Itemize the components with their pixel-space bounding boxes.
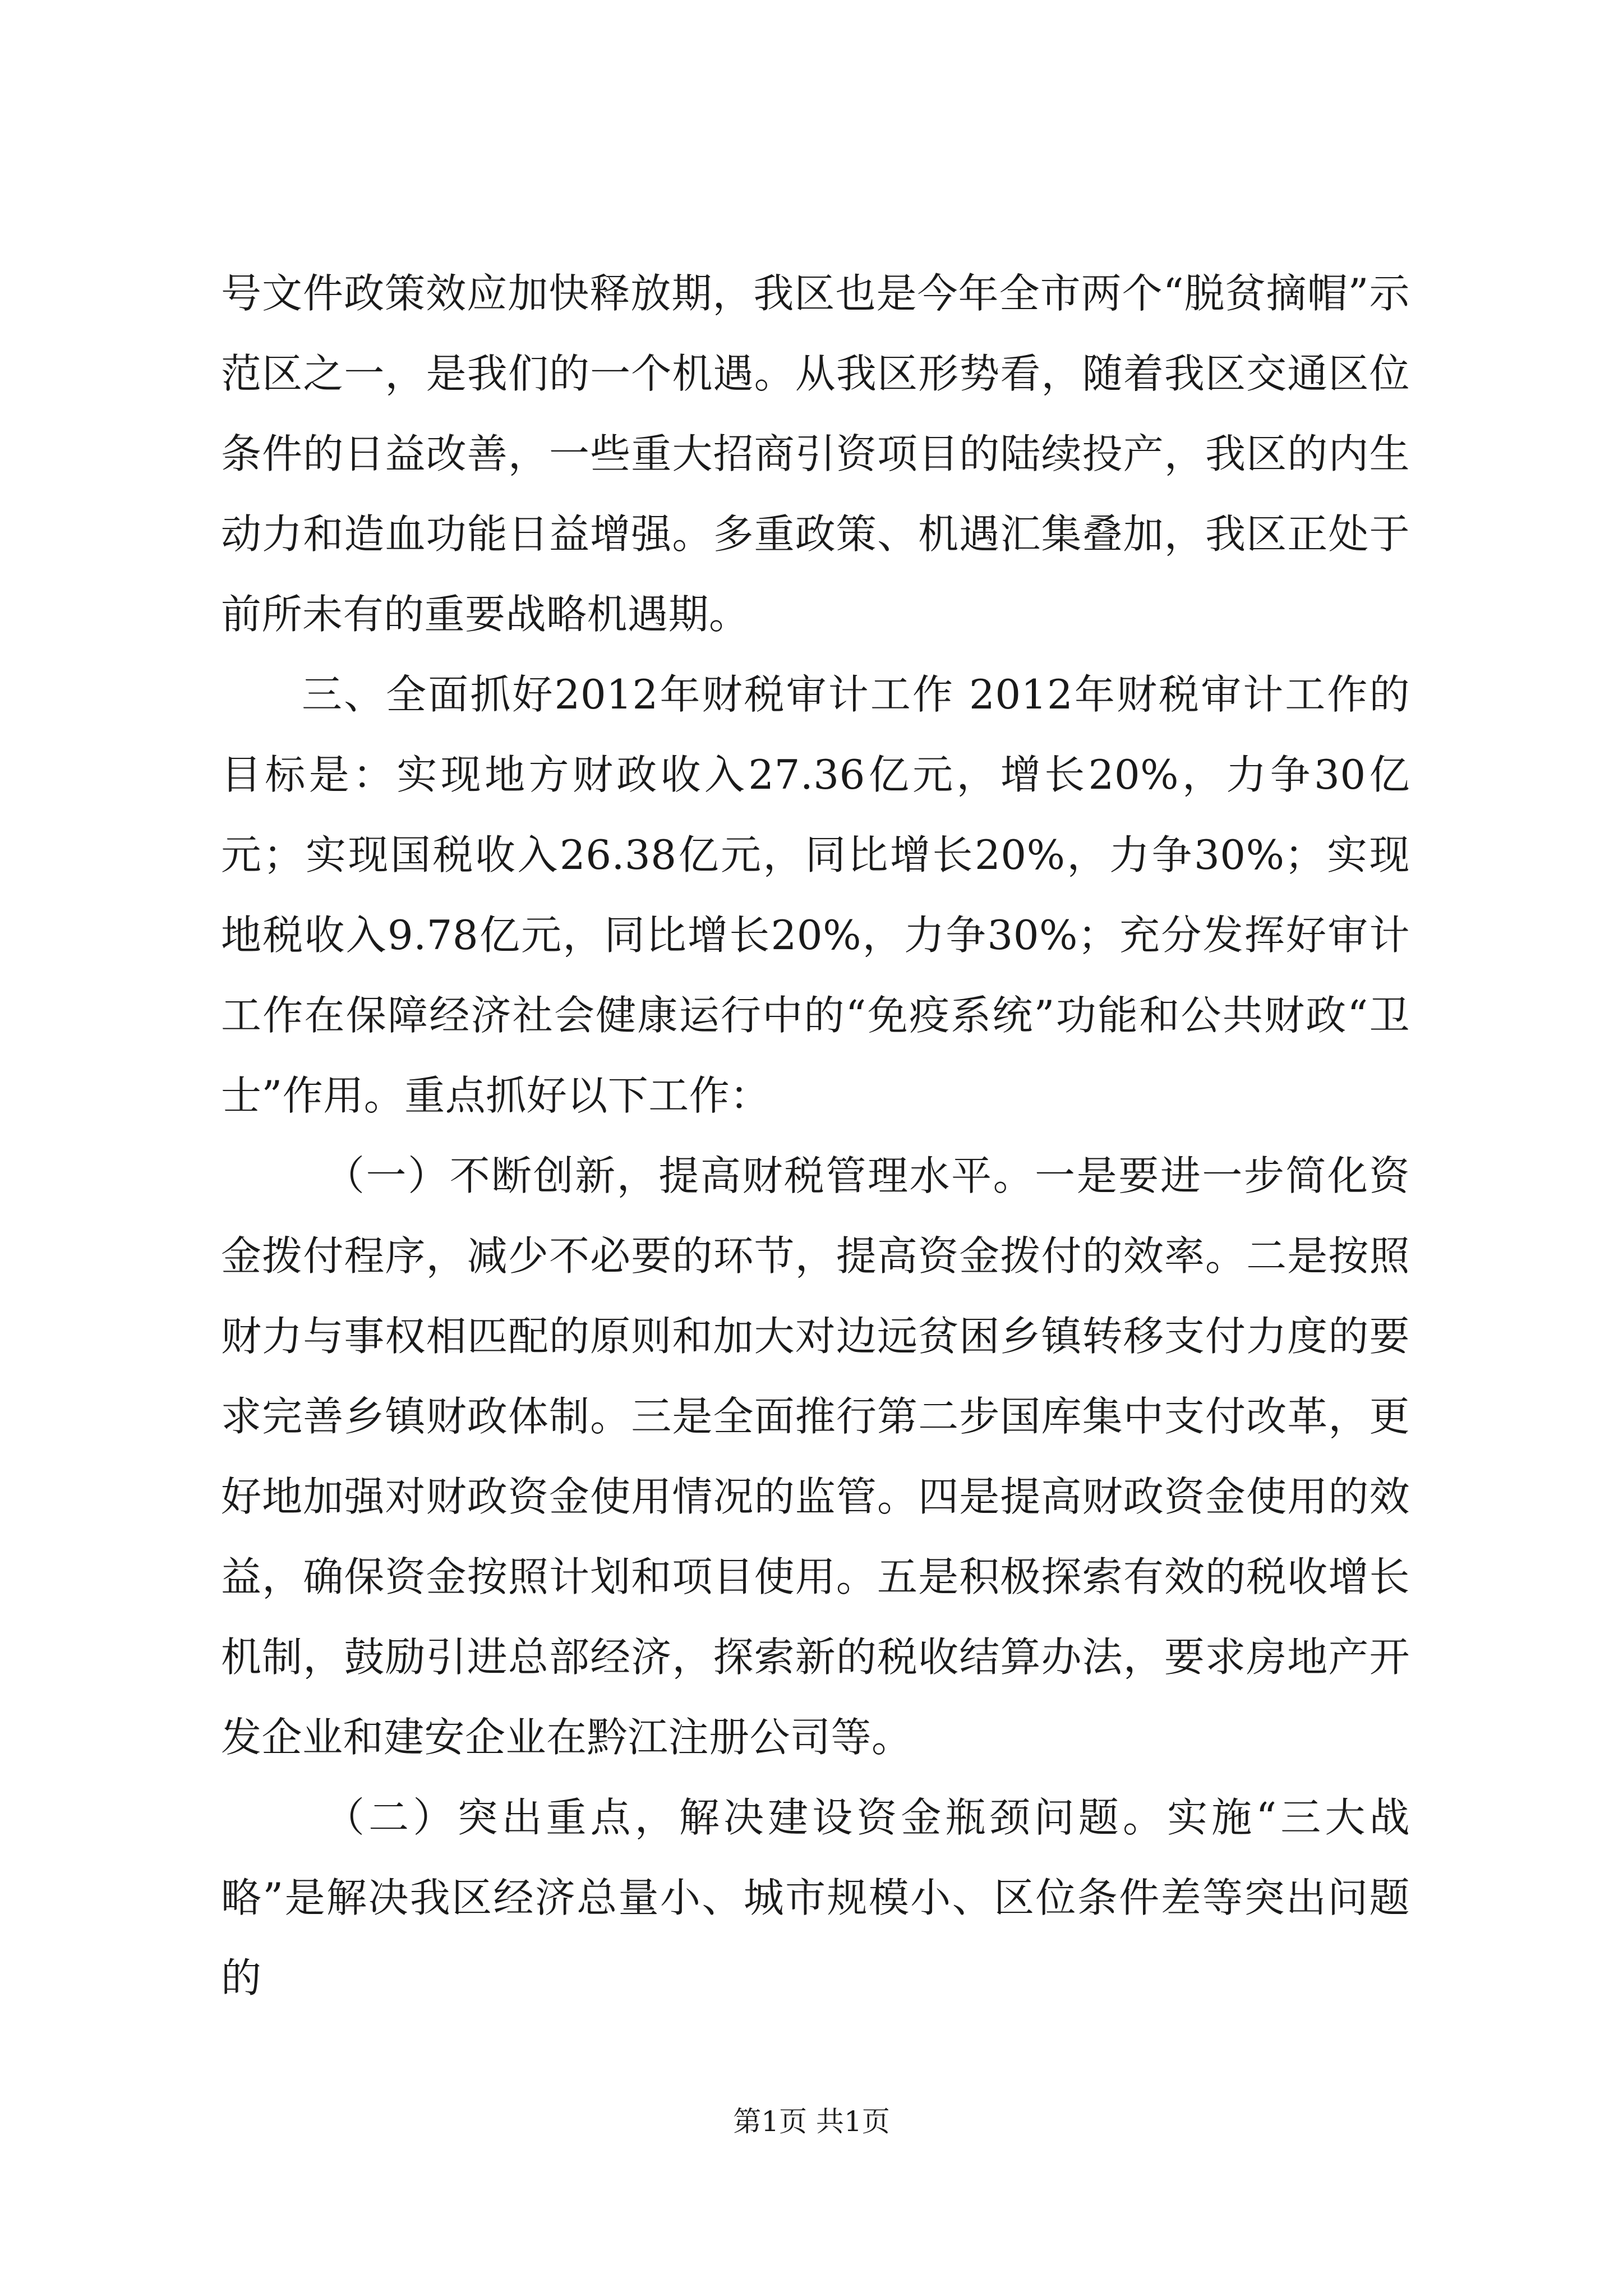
paragraph-section-three: 三、全面抓好2012年财税审计工作 2012年财税审计工作的目标是：实现地方财政收入27.36亿元，增长20%，力争30亿元；实现国税收入26.38亿元，同比增长20%，力争30%；实现地税收入9.78亿元，同比增长20%，力争30%；充分发挥好审计工作在保障经济社会健康运行中的“免疫系统”功能和公共财政“卫士”作用。重点抓好以下工作：: [221, 671, 1410, 1119]
document-body: [221, 254, 1410, 2018]
paragraph-item-one: （一）不断创新，提高财税管理水平。一是要进一步简化资金拨付程序，减少不必要的环节，提高资金拨付的效率。二是按照财力与事权相匹配的原则和加大对边远贫困乡镇转移支付力度的要求完善乡镇财政体制。三是全面推行第二步国库集中支付改革，更好地加强对财政资金使用情况的监管。四是提高财政资金使用的效益，确保资金按照计划和项目使用。五是积极探索有效的税收增长机制，鼓励引进总部经济，探索新的税收结算办法，要求房地产开发企业和建安企业在黔江注册公司等。: [221, 1152, 1410, 1761]
paragraph-continuation: 号文件政策效应加快释放期，我区也是今年全市两个“脱贫摘帽”示范区之一，是我们的一个机遇。从我区形势看，随着我区交通区位条件的日益改善，一些重大招商引资项目的陆续投产，我区的内生动力和造血功能日益增强。多重政策、机遇汇集叠加，我区正处于前所未有的重要战略机遇期。: [221, 270, 1410, 638]
page-number-footer: 第1页 共1页: [733, 2105, 890, 2138]
paragraph-item-two: （二）突出重点，解决建设资金瓶颈问题。实施“三大战略”是解决我区经济总量小、城市规模小、区位条件差等突出问题的: [221, 1794, 1410, 2001]
